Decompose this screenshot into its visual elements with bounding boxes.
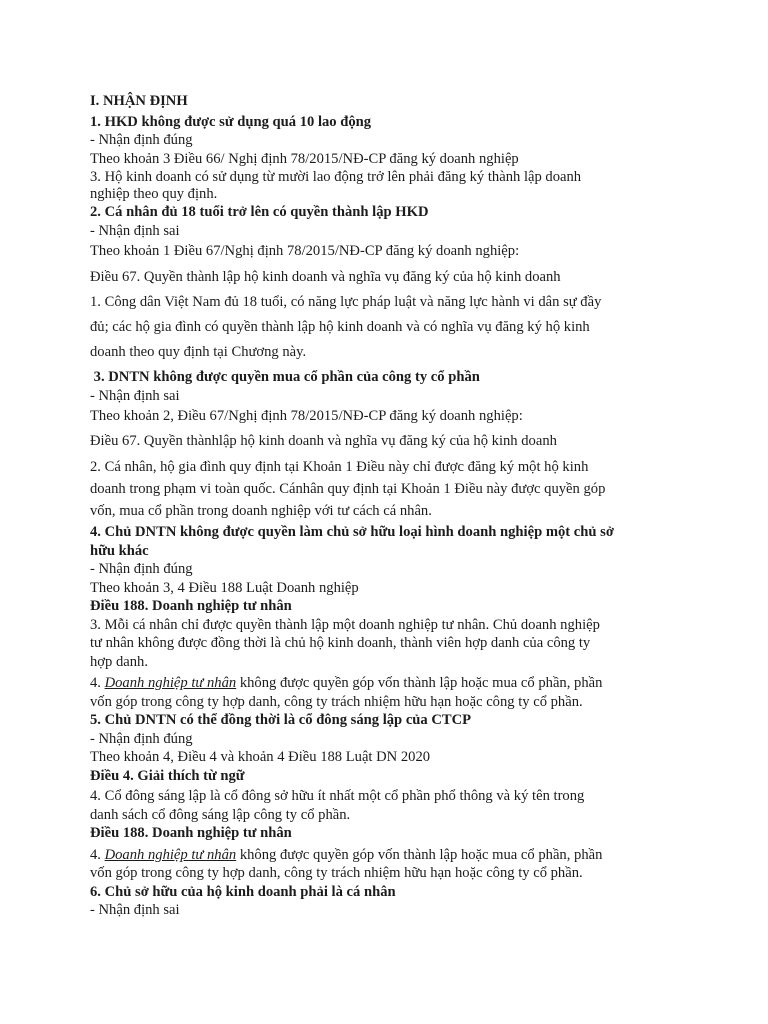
question-4-quote-line: 3. Mỗi cá nhân chỉ được quyền thành lập một doanh nghiệp tư nhân. Chủ doanh nghiệp xyxy=(90,616,600,633)
question-3-quote-line: 2. Cá nhân, hộ gia đình quy định tại Khoản 1 Điều này chỉ được đăng ký một hộ kinh xyxy=(90,459,589,475)
question-6-verdict: - Nhận định sai xyxy=(90,902,180,918)
question-2-verdict: - Nhận định sai xyxy=(90,222,180,239)
question-4-quote-line: vốn góp trong công ty hợp danh, công ty trách nhiệm hữu hạn hoặc công ty cổ phần. xyxy=(90,693,583,710)
question-4-verdict: - Nhận định đúng xyxy=(90,561,193,577)
question-1-verdict: - Nhận định đúng xyxy=(90,132,193,148)
question-2-quote-line: đủ; các hộ gia đình có quyền thành lập hộ kinh doanh và có nghĩa vụ đăng ký hộ kinh xyxy=(90,319,590,335)
question-3-quote-line: doanh trong phạm vi toàn quốc. Cánhân quy định tại Khoản 1 Điều này được quyền góp xyxy=(90,481,606,497)
question-5-title: 5. Chủ DNTN có thể đồng thời là cổ đông sáng lập của CTCP xyxy=(90,712,472,728)
question-1-quote-line: nghiệp theo quy định. xyxy=(90,185,218,202)
question-2-title: 2. Cá nhân đủ 18 tuổi trở lên có quyền thành lập HKD xyxy=(90,204,429,220)
question-1-title: 1. HKD không được sử dụng quá 10 lao động xyxy=(90,113,372,130)
question-5-article: Điều 188. Doanh nghiệp tư nhân xyxy=(90,825,292,841)
question-4-basis: Theo khoản 3, 4 Điều 188 Luật Doanh nghiệp xyxy=(90,579,359,596)
question-5-quote-4 xyxy=(90,846,690,865)
question-2-basis: Theo khoản 1 Điều 67/Nghị định 78/2015/NĐ-CP đăng ký doanh nghiệp: xyxy=(90,243,520,259)
question-6-title: 6. Chủ sở hữu của hộ kinh doanh phải là cá nhân xyxy=(90,883,396,900)
document-body xyxy=(90,92,690,920)
question-4-article: Điều 188. Doanh nghiệp tư nhân xyxy=(90,598,292,614)
quote-text: không được quyền góp vốn thành lập hoặc mua cổ phần, phần xyxy=(236,846,603,863)
question-4-quote-line: tư nhân không được đồng thời là chủ hộ kinh doanh, thành viên hợp danh của công ty xyxy=(90,635,591,651)
question-2-quote-line: 1. Công dân Việt Nam đủ 18 tuổi, có năng lực pháp luật và năng lực hành vi dân sự đầy xyxy=(90,294,602,310)
question-2-quote-line: doanh theo quy định tại Chương này. xyxy=(90,344,307,360)
question-4-quote-4 xyxy=(90,674,690,693)
question-4-title: 4. Chủ DNTN không được quyền làm chủ sở hữu loại hình doanh nghiệp một chủ sở xyxy=(90,524,614,540)
question-5-quote-line: danh sách cổ đông sáng lập công ty cổ phần. xyxy=(90,806,351,823)
question-1-basis: Theo khoản 3 Điều 66/ Nghị định 78/2015/NĐ-CP đăng ký doanh nghiệp xyxy=(90,150,519,167)
question-1-quote-line: 3. Hộ kinh doanh có sử dụng từ mười lao động trở lên phải đăng ký thành lập doanh xyxy=(90,169,582,185)
question-3-basis: Theo khoản 2, Điều 67/Nghị định 78/2015/NĐ-CP đăng ký doanh nghiệp: xyxy=(90,408,523,424)
emphasized-term: Doanh nghiệp tư nhân xyxy=(104,675,237,691)
quote-text: không được quyền góp vốn thành lập hoặc mua cổ phần, phần xyxy=(236,675,603,691)
question-4-title: hữu khác xyxy=(90,542,149,559)
question-5-verdict: - Nhận định đúng xyxy=(90,730,193,747)
quote-prefix: 4. xyxy=(90,675,105,691)
question-3-article: Điều 67. Quyền thànhlập hộ kinh doanh và nghĩa vụ đăng ký của hộ kinh doanh xyxy=(90,433,557,449)
question-5-article: Điều 4. Giải thích từ ngữ xyxy=(90,767,245,784)
question-2-article: Điều 67. Quyền thành lập hộ kinh doanh và nghĩa vụ đăng ký của hộ kinh doanh xyxy=(90,269,561,285)
quote-prefix: 4. xyxy=(90,846,105,863)
emphasized-term: Doanh nghiệp tư nhân xyxy=(104,846,237,863)
question-3-verdict: - Nhận định sai xyxy=(90,387,180,404)
question-4-quote-line: hợp danh. xyxy=(90,653,148,670)
question-5-quote-line: vốn góp trong công ty hợp danh, công ty trách nhiệm hữu hạn hoặc công ty cổ phần. xyxy=(90,865,583,881)
question-5-basis: Theo khoản 4, Điều 4 và khoản 4 Điều 188 Luật DN 2020 xyxy=(90,749,431,765)
question-3-quote-line: vốn, mua cổ phần trong doanh nghiệp với tư cách cá nhân. xyxy=(90,503,432,519)
section-heading: I. NHẬN ĐỊNH xyxy=(90,93,188,109)
question-3-title: 3. DNTN không được quyền mua cổ phần của công ty cổ phần xyxy=(90,369,480,385)
question-5-quote-line: 4. Cổ đông sáng lập là cổ đông sở hữu ít nhất một cổ phần phổ thông và ký tên trong xyxy=(90,788,585,804)
